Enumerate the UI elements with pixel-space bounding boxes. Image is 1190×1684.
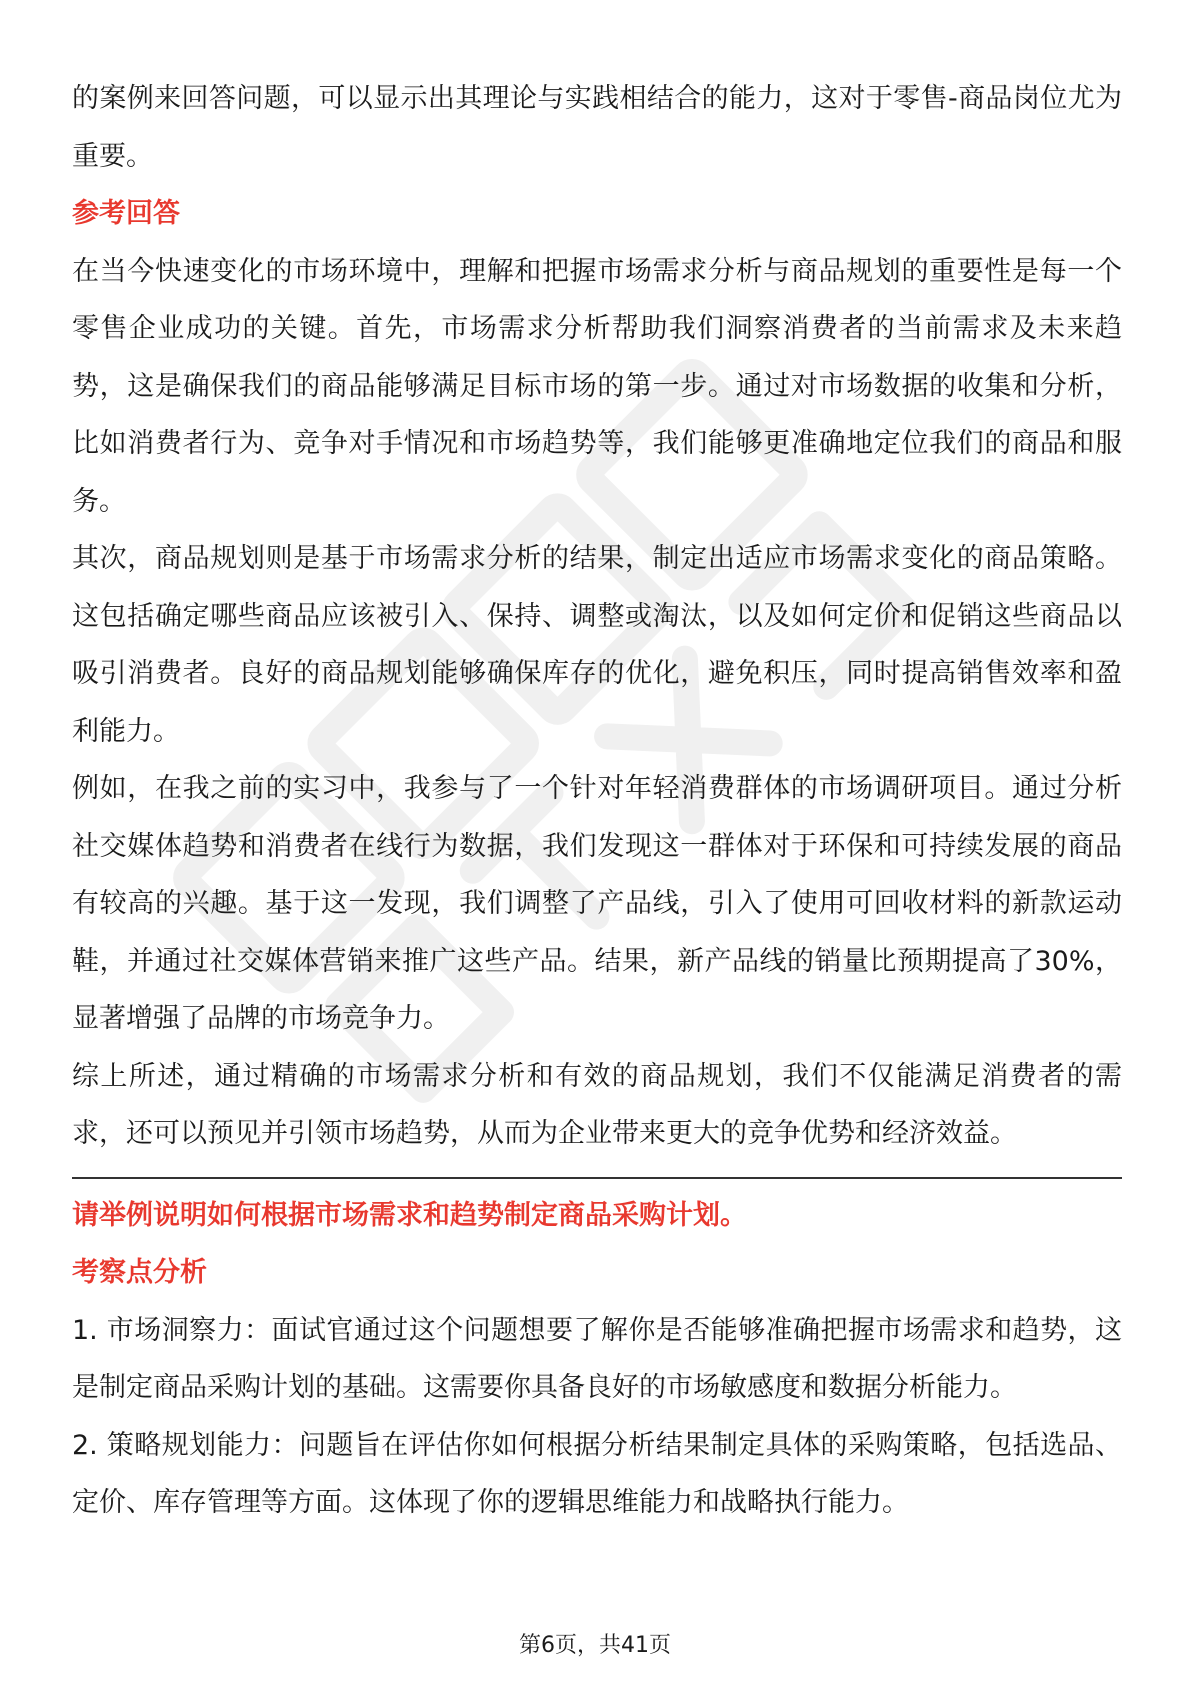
answer-paragraph: 例如，在我之前的实习中，我参与了一个针对年轻消费群体的市场调研项目。通过分析社交媒体趋势和消费者在线行为数据，我们发现这一群体对于环保和可持续发展的商品有较高的兴趣。基于这一发现，我们调整了产品线，引入了使用可回收材料的新款运动鞋，并通过社交媒体营销来推广这些产品。结果，新产品线的销量比预期提高了30%，显著增强了品牌的市场竞争力。	[72, 773, 1122, 1034]
answer-paragraph: 在当今快速变化的市场环境中，理解和把握市场需求分析与商品规划的重要性是每一个零售企业成功的关键。首先，市场需求分析帮助我们洞察消费者的当前需求及未来趋势，这是确保我们的商品能够满足目标市场的第一步。通过对市场数据的收集和分析，比如消费者行为、竞争对手情况和市场趋势等，我们能够更准确地定位我们的商品和服务。	[72, 255, 1122, 517]
answer-heading: 参考回答	[72, 198, 180, 229]
intro-paragraph: 的案例来回答问题，可以显示出其理论与实践相结合的能力，这对于零售-商品岗位尤为重要。	[72, 83, 1122, 172]
question-title: 请举例说明如何根据市场需求和趋势制定商品采购计划。	[72, 1199, 747, 1231]
analysis-point: 1. 市场洞察力：面试官通过这个问题想要了解你是否能够准确把握市场需求和趋势，这是制定商品采购计划的基础。这需要你具备良好的市场敏感度和数据分析能力。	[72, 1314, 1122, 1403]
analysis-point: 2. 策略规划能力：问题旨在评估你如何根据分析结果制定具体的采购策略，包括选品、定价、库存管理等方面。这体现了你的逻辑思维能力和战略执行能力。	[72, 1429, 1122, 1518]
analysis-heading: 考察点分析	[72, 1257, 207, 1288]
answer-paragraph: 其次，商品规划则是基于市场需求分析的结果，制定出适应市场需求变化的商品策略。这包括确定哪些商品应该被引入、保持、调整或淘汰，以及如何定价和促销这些商品以吸引消费者。良好的商品规划能够确保库存的优化，避免积压，同时提高销售效率和盈利能力。	[72, 543, 1122, 747]
document-body	[72, 70, 1122, 1532]
answer-paragraph: 综上所述，通过精确的市场需求分析和有效的商品规划，我们不仅能满足消费者的需求，还可以预见并引领市场趋势，从而为企业带来更大的竞争优势和经济效益。	[72, 1060, 1122, 1149]
page-number: 第6页，共41页	[519, 1633, 671, 1658]
section-divider	[72, 1177, 1122, 1179]
